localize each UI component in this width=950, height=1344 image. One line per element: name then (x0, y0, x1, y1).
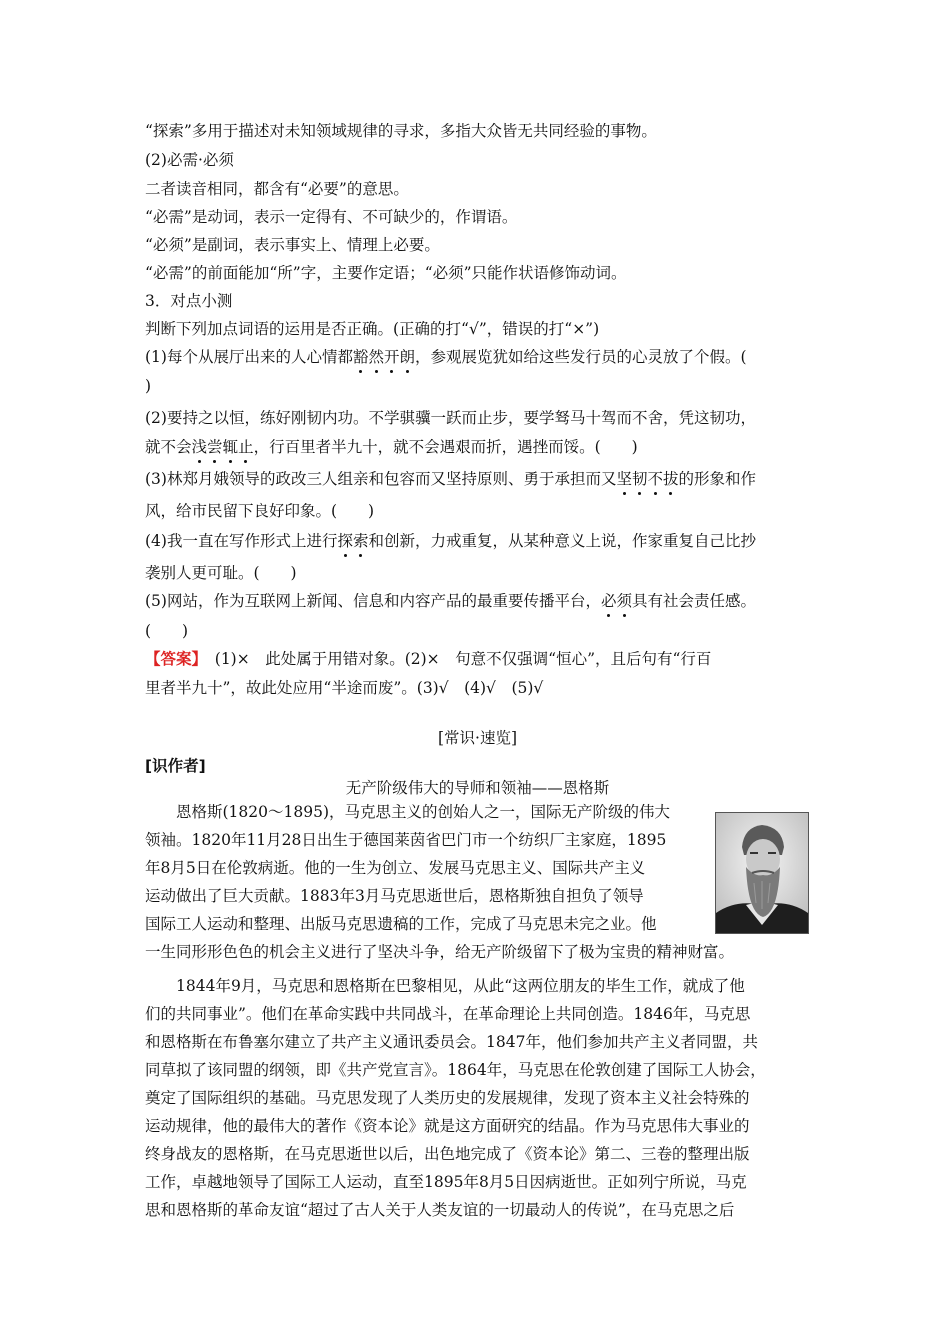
shizuozhe-label: [识作者] (145, 757, 206, 775)
dotted-char: 索 (352, 532, 369, 550)
question-2: (2)要持之以恒，练好刚韧内功。不学骐骥一跃而止步，要学驽马十驾而不舍，凭这韧功， (145, 409, 756, 427)
paragraph-line: 恩格斯(1820～1895)，马克思主义的创始人之一，国际无产阶级的伟大 (176, 803, 670, 821)
dotted-word (192, 438, 254, 456)
text-line: “必需”是动词，表示一定得有、不可缺少的，作谓语。 (145, 208, 518, 226)
answer-tag: 【答案】 (145, 649, 200, 668)
portrait-image (716, 813, 808, 933)
paragraph-line: 同草拟了该同盟的纲领，即《共产党宣言》。1864年，马克思在伦敦创建了国际工人协会， (145, 1061, 766, 1079)
paragraph-line: 一生同形形色色的机会主义进行了坚决斗争，给无产阶级留下了极为宝贵的精神财富。 (145, 943, 735, 961)
dotted-char: 须 (616, 592, 632, 610)
dotted-word (353, 348, 415, 366)
text-line: 判断下列加点词语的运用是否正确。(正确的打“√”，错误的打“×”) (145, 320, 600, 338)
engels-portrait (715, 812, 809, 934)
paragraph-line: 1844年9月，马克思和恩格斯在巴黎相见，从此“这两位朋友的毕生工作，就成了他 (176, 977, 745, 995)
answer-line: 【答案】 (1)× 此处属于用错对象。(2)× 句意不仅强调“恒心”，且后句有“行百 (145, 649, 712, 668)
paragraph-line: 运动做出了巨大贡献。1883年3月马克思逝世后，恩格斯独自担负了领导 (145, 887, 644, 905)
question-2-cont: 就不会浅尝辄止，行百里者半九十，就不会遇艰而折，遇挫而馁。( ) (145, 438, 638, 456)
dotted-char: 朗 (399, 348, 416, 366)
dotted-word (616, 470, 678, 488)
paragraph-line: 年8月5日在伦敦病逝。他的一生为创立、发展马克思主义、国际共产主义 (145, 859, 646, 877)
question-3-cont: 风，给市民留下良好印象。( ) (145, 502, 375, 520)
dotted-char: 开 (384, 348, 400, 366)
question-3: (3)林郑月娥领导的政改三人组亲和包容而又坚持原则、勇于承担而又坚韧不拔的形象和作 (145, 470, 757, 488)
paragraph-line: 运动规律，他的最伟大的著作《资本论》就是这方面研究的结晶。作为马克思伟大事业的 (145, 1117, 750, 1135)
paragraph-line: 奠定了国际组织的基础。马克思发现了人类历史的发展规律，发现了资本主义社会特殊的 (145, 1089, 750, 1107)
paragraph-line: 工作，卓越地领导了国际工人运动，直至1895年8月5日因病逝世。正如列宁所说，马克 (145, 1173, 747, 1191)
question-5-cont: ( ) (145, 622, 189, 640)
dotted-char: 然 (368, 348, 384, 366)
text-line: 二者读音相同，都含有“必要”的意思。 (145, 180, 409, 198)
text-line: “必须”是副词，表示事实上、情理上必要。 (145, 236, 440, 254)
paragraph-line: 思和恩格斯的革命友谊“超过了古人关于人类友谊的一切最动人的传说”，在马克思之后 (145, 1201, 735, 1219)
dotted-word (337, 532, 368, 550)
dotted-char: 必 (600, 592, 617, 610)
question-1: (1)每个从展厅出来的人心情都豁然开朗，参观展览犹如给这些发行员的心灵放了个假。( (145, 348, 747, 366)
dotted-word (601, 592, 632, 610)
text-line: “必需”的前面能加“所”字，主要作定语；“必须”只能作状语修饰动词。 (145, 264, 627, 282)
paragraph-line: 们的共同事业”。他们在革命实践中共同战斗，在革命理论上共同创造。1846年，马克思 (145, 1005, 751, 1023)
question-4-cont: 袭别人更可耻。( ) (145, 564, 297, 582)
question-5: (5)网站，作为互联网上新闻、信息和内容产品的最重要传播平台，必须具有社会责任感。 (145, 592, 757, 610)
article-title: 无产阶级伟大的导师和领袖——恩格斯 (345, 779, 610, 797)
dotted-char: 坚 (616, 470, 632, 488)
dotted-char: 辄 (222, 438, 239, 456)
paragraph-line: 终身战友的恩格斯，在马克思逝世以后，出色地完成了《资本论》第二、三卷的整理出版 (145, 1145, 750, 1163)
text-line: “探索”多用于描述对未知领域规律的寻求，多指大众皆无共同经验的事物。 (145, 122, 657, 140)
section-title: [常识·速览] (437, 729, 518, 747)
dotted-char: 拔 (663, 470, 679, 488)
text-line: 3．对点小测 (145, 292, 233, 310)
question-1-cont: ) (145, 377, 152, 395)
question-4: (4)我一直在写作形式上进行探索和创新，力戒重复，从某种意义上说，作家重复自己比抄 (145, 532, 757, 550)
paragraph-line: 国际工人运动和整理、出版马克思遗稿的工作，完成了马克思未完之业。他 (145, 915, 657, 933)
dotted-char: 韧 (631, 470, 648, 488)
paragraph-line: 和恩格斯在布鲁塞尔建立了共产主义通讯委员会。1847年，他们参加共产主义者同盟，共 (145, 1033, 758, 1051)
paragraph-line: 领袖。1820年11月28日出生于德国莱茵省巴门市一个纺织厂主家庭，1895 (145, 831, 667, 849)
dotted-char: 止 (238, 438, 254, 456)
dotted-char: 不 (647, 470, 664, 488)
dotted-char: 豁 (352, 348, 369, 366)
dotted-char: 浅 (191, 438, 208, 456)
answer-line-cont: 里者半九十”，故此处应用“半途而废”。(3)√ (4)√ (5)√ (145, 679, 544, 697)
text-line: (2)必需·必须 (145, 151, 234, 169)
dotted-char: 尝 (207, 438, 223, 456)
dotted-char: 探 (337, 532, 353, 550)
